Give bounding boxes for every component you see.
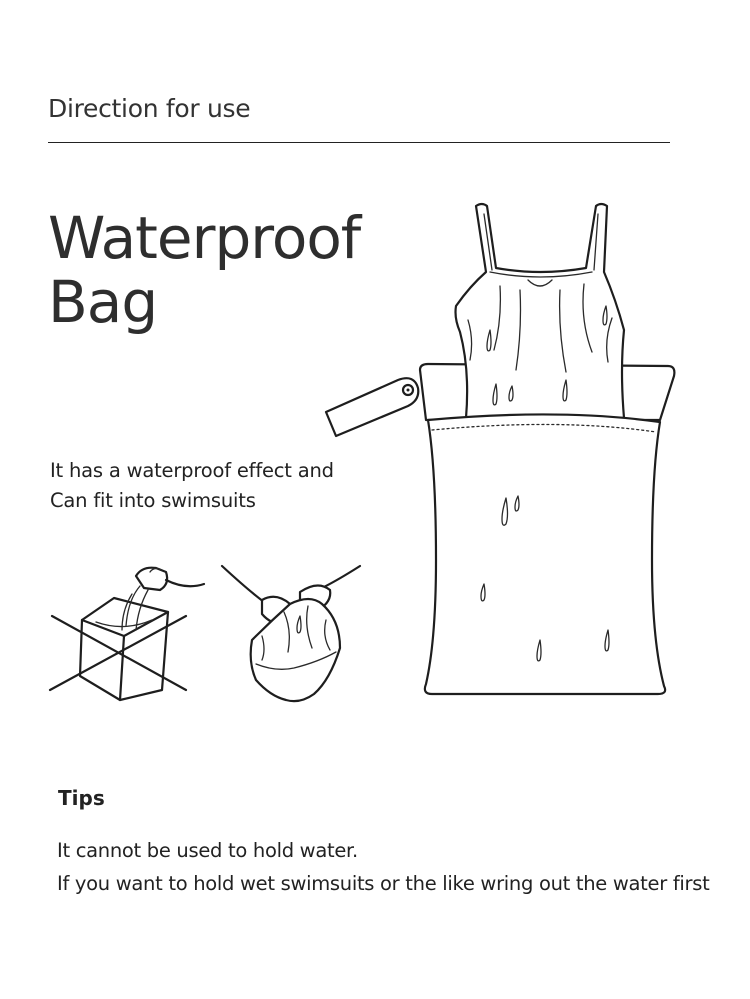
description-line-1: It has a waterproof effect and	[50, 459, 334, 482]
tip-line-2: If you want to hold wet swimsuits or the like wring out the water first	[57, 872, 710, 895]
product-description	[50, 456, 334, 516]
tips-text	[57, 834, 709, 900]
swimsuit-icon	[456, 204, 625, 418]
tips-heading: Tips	[58, 786, 105, 810]
description-line-2: Can fit into swimsuits	[50, 489, 256, 512]
tip-line-1: It cannot be used to hold water.	[57, 839, 358, 862]
title-line-1: Waterproof	[48, 204, 361, 272]
bag-handle-icon	[326, 378, 418, 436]
header-divider	[48, 142, 670, 143]
product-title	[48, 206, 360, 334]
title-line-2: Bag	[48, 268, 158, 336]
section-header: Direction for use	[48, 94, 251, 123]
